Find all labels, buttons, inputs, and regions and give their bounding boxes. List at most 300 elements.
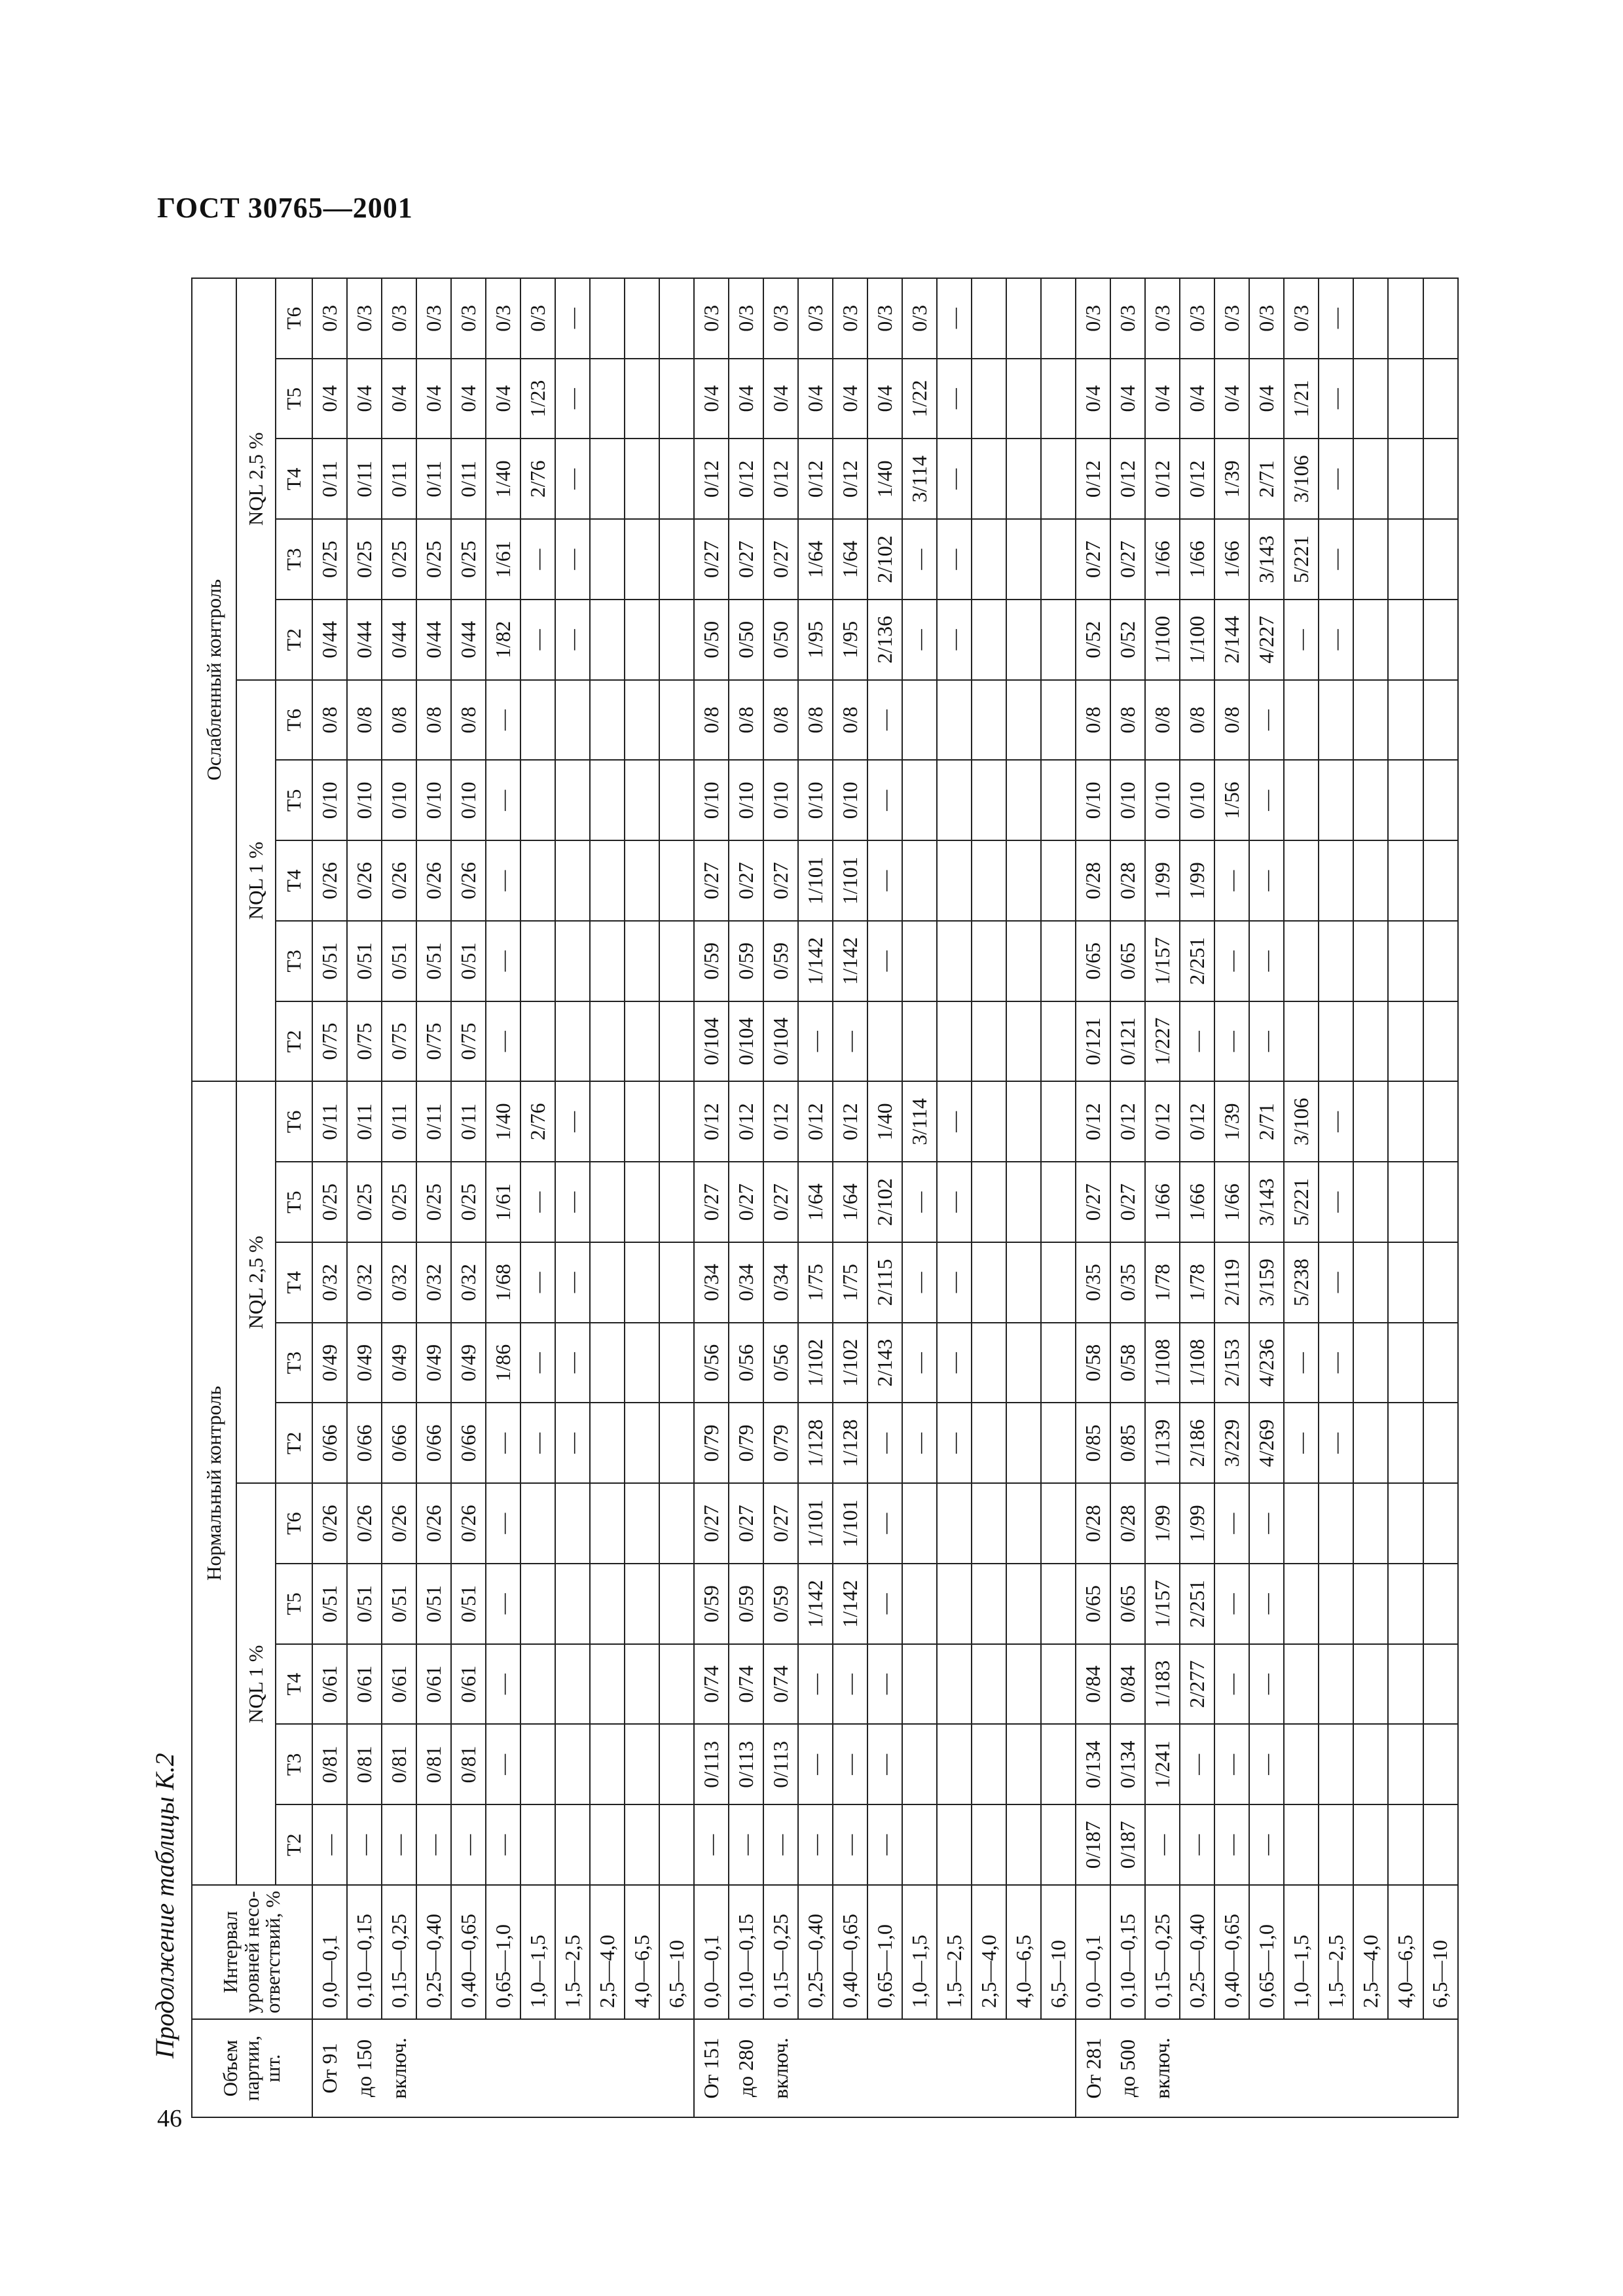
header-plan-Т3: Т3 bbox=[276, 519, 312, 600]
plan-value-cell: 0/51 bbox=[347, 1564, 382, 1644]
interval-cell: 4,0—6,5 bbox=[1006, 1885, 1041, 2019]
table-row bbox=[659, 278, 694, 2117]
plan-value-cell bbox=[937, 1725, 972, 1805]
plan-value-cell: — bbox=[902, 1403, 937, 1484]
document-title: ГОСТ 30765—2001 bbox=[157, 192, 413, 224]
header-plan-Т5: Т5 bbox=[276, 359, 312, 439]
plan-value-cell: 1/157 bbox=[1145, 921, 1180, 1001]
plan-value-cell: 0/65 bbox=[1076, 921, 1110, 1001]
plan-value-cell bbox=[1353, 600, 1388, 680]
plan-value-cell: — bbox=[867, 1725, 902, 1805]
plan-value-cell: — bbox=[833, 1725, 867, 1805]
plan-value-cell: 0/25 bbox=[312, 519, 347, 600]
plan-value-cell: 0/25 bbox=[416, 519, 451, 600]
plan-value-cell bbox=[902, 680, 937, 761]
plan-value-cell: 0/10 bbox=[382, 760, 416, 840]
plan-value-cell bbox=[555, 1804, 590, 1885]
header-nql-2-5: NQL 2,5 % bbox=[236, 278, 276, 680]
plan-value-cell: 1/61 bbox=[486, 519, 520, 600]
plan-value-cell bbox=[1423, 1644, 1459, 1725]
plan-value-cell bbox=[1353, 1564, 1388, 1644]
plan-value-cell: 2/102 bbox=[867, 1162, 902, 1242]
plan-value-cell: 1/101 bbox=[833, 840, 867, 921]
plan-value-cell: 1/101 bbox=[798, 1483, 833, 1564]
plan-value-cell: 1/99 bbox=[1145, 840, 1180, 921]
plan-value-cell bbox=[520, 1001, 555, 1082]
interval-cell: 0,65—1,0 bbox=[486, 1885, 520, 2019]
plan-value-cell: 2/251 bbox=[1180, 921, 1214, 1001]
table-row bbox=[937, 278, 972, 2117]
plan-value-cell: 2/136 bbox=[867, 600, 902, 680]
plan-value-cell bbox=[1006, 439, 1041, 519]
plan-value-cell: 0/3 bbox=[833, 278, 867, 359]
plan-value-cell: 2/71 bbox=[1249, 439, 1284, 519]
plan-value-cell: 0/4 bbox=[729, 359, 763, 439]
plan-value-cell: 0/27 bbox=[694, 519, 729, 600]
plan-value-cell: 0/56 bbox=[763, 1323, 798, 1403]
plan-value-cell: 0/51 bbox=[312, 1564, 347, 1644]
plan-value-cell: — bbox=[1214, 1804, 1249, 1885]
plan-value-cell: 0/11 bbox=[347, 439, 382, 519]
plan-value-cell: — bbox=[1319, 1323, 1353, 1403]
plan-value-cell bbox=[659, 1644, 694, 1725]
plan-value-cell: 0/26 bbox=[416, 840, 451, 921]
plan-value-cell: 1/66 bbox=[1214, 519, 1249, 600]
plan-value-cell: 0/11 bbox=[312, 1081, 347, 1162]
plan-value-cell bbox=[520, 1725, 555, 1805]
table-row bbox=[1214, 278, 1249, 2117]
plan-value-cell: 0/49 bbox=[451, 1323, 486, 1403]
plan-value-cell: 0/28 bbox=[1110, 840, 1145, 921]
plan-value-cell: — bbox=[1319, 1081, 1353, 1162]
plan-value-cell: 0/10 bbox=[1076, 760, 1110, 840]
plan-value-cell bbox=[1006, 1403, 1041, 1484]
plan-value-cell: 0/10 bbox=[1180, 760, 1214, 840]
plan-value-cell: — bbox=[798, 1725, 833, 1805]
plan-value-cell bbox=[1284, 680, 1319, 761]
plan-value-cell bbox=[625, 519, 659, 600]
plan-value-cell: — bbox=[867, 921, 902, 1001]
plan-value-cell: 0/12 bbox=[1180, 1081, 1214, 1162]
interval-cell: 0,25—0,40 bbox=[416, 1885, 451, 2019]
plan-value-cell: 3/143 bbox=[1249, 1162, 1284, 1242]
plan-value-cell bbox=[972, 1483, 1006, 1564]
plan-value-cell: 3/159 bbox=[1249, 1242, 1284, 1323]
plan-value-cell: — bbox=[798, 1644, 833, 1725]
plan-value-cell: 0/59 bbox=[729, 921, 763, 1001]
plan-value-cell: 2/277 bbox=[1180, 1644, 1214, 1725]
plan-value-cell: — bbox=[1180, 1001, 1214, 1082]
plan-value-cell: 0/4 bbox=[451, 359, 486, 439]
plan-value-cell: — bbox=[833, 1001, 867, 1082]
plan-value-cell: 0/8 bbox=[1076, 680, 1110, 761]
plan-value-cell bbox=[902, 1483, 937, 1564]
lot-size-cell bbox=[1284, 2019, 1319, 2117]
interval-cell: 6,5—10 bbox=[1041, 1885, 1076, 2019]
plan-value-cell bbox=[590, 680, 625, 761]
plan-value-cell: — bbox=[798, 1001, 833, 1082]
interval-cell: 1,5—2,5 bbox=[555, 1885, 590, 2019]
plan-value-cell bbox=[1041, 1644, 1076, 1725]
plan-value-cell: 0/26 bbox=[382, 840, 416, 921]
plan-value-cell: 0/11 bbox=[451, 439, 486, 519]
plan-value-cell bbox=[625, 1403, 659, 1484]
plan-value-cell: — bbox=[1284, 600, 1319, 680]
plan-value-cell bbox=[520, 1644, 555, 1725]
plan-value-cell bbox=[902, 1804, 937, 1885]
plan-value-cell: 0/11 bbox=[312, 439, 347, 519]
plan-value-cell: 0/44 bbox=[451, 600, 486, 680]
plan-value-cell bbox=[590, 1804, 625, 1885]
plan-value-cell: 0/113 bbox=[729, 1725, 763, 1805]
plan-value-cell bbox=[1041, 1001, 1076, 1082]
plan-value-cell: 0/27 bbox=[763, 1162, 798, 1242]
plan-value-cell: — bbox=[902, 600, 937, 680]
plan-value-cell: 0/3 bbox=[312, 278, 347, 359]
plan-value-cell: 0/50 bbox=[694, 600, 729, 680]
plan-value-cell: 0/75 bbox=[382, 1001, 416, 1082]
plan-value-cell: 0/49 bbox=[312, 1323, 347, 1403]
lot-size-cell bbox=[416, 2019, 451, 2117]
plan-value-cell: — bbox=[902, 1162, 937, 1242]
interval-cell: 0,65—1,0 bbox=[867, 1885, 902, 2019]
plan-value-cell bbox=[902, 760, 937, 840]
lot-size-cell bbox=[1423, 2019, 1459, 2117]
plan-value-cell: 1/66 bbox=[1180, 519, 1214, 600]
plan-value-cell bbox=[1423, 1242, 1459, 1323]
plan-value-cell: 0/58 bbox=[1110, 1323, 1145, 1403]
plan-value-cell: — bbox=[555, 1081, 590, 1162]
plan-value-cell: — bbox=[1214, 921, 1249, 1001]
plan-value-cell: 1/241 bbox=[1145, 1725, 1180, 1805]
plan-value-cell: 0/32 bbox=[312, 1242, 347, 1323]
plan-value-cell bbox=[1284, 1725, 1319, 1805]
plan-value-cell: 0/27 bbox=[694, 1162, 729, 1242]
plan-value-cell: 0/4 bbox=[694, 359, 729, 439]
plan-value-cell bbox=[1041, 1323, 1076, 1403]
lot-size-cell bbox=[1319, 2019, 1353, 2117]
sampling-plans-table bbox=[191, 278, 1459, 2118]
plan-value-cell bbox=[1353, 1001, 1388, 1082]
plan-value-cell bbox=[625, 1725, 659, 1805]
interval-cell: 0,0—0,1 bbox=[694, 1885, 729, 2019]
plan-value-cell: 1/86 bbox=[486, 1323, 520, 1403]
plan-value-cell: 0/8 bbox=[1180, 680, 1214, 761]
plan-value-cell: 5/221 bbox=[1284, 519, 1319, 600]
table-row bbox=[555, 278, 590, 2117]
plan-value-cell: 5/221 bbox=[1284, 1162, 1319, 1242]
lot-size-cell bbox=[486, 2019, 520, 2117]
plan-value-cell: — bbox=[833, 1804, 867, 1885]
header-nql-1: NQL 1 % bbox=[236, 1483, 276, 1885]
header-reduced-control: Ослабленный контроль bbox=[192, 278, 236, 1082]
lot-size-cell bbox=[451, 2019, 486, 2117]
plan-value-cell: 0/3 bbox=[1145, 278, 1180, 359]
plan-value-cell: 0/3 bbox=[486, 278, 520, 359]
plan-value-cell: 0/65 bbox=[1110, 921, 1145, 1001]
plan-value-cell: 0/4 bbox=[1214, 359, 1249, 439]
plan-value-cell: 0/10 bbox=[451, 760, 486, 840]
plan-value-cell bbox=[972, 680, 1006, 761]
plan-value-cell bbox=[1006, 1242, 1041, 1323]
plan-value-cell: — bbox=[937, 359, 972, 439]
plan-value-cell bbox=[1319, 1483, 1353, 1564]
plan-value-cell bbox=[1006, 1725, 1041, 1805]
plan-value-cell: 0/3 bbox=[1214, 278, 1249, 359]
plan-value-cell: 0/81 bbox=[382, 1725, 416, 1805]
plan-value-cell: 0/75 bbox=[451, 1001, 486, 1082]
plan-value-cell: 2/143 bbox=[867, 1323, 902, 1403]
plan-value-cell: 1/183 bbox=[1145, 1644, 1180, 1725]
plan-value-cell: 0/35 bbox=[1076, 1242, 1110, 1323]
plan-value-cell: — bbox=[937, 1242, 972, 1323]
plan-value-cell bbox=[1423, 840, 1459, 921]
lot-size-cell: включ. bbox=[763, 2019, 798, 2117]
plan-value-cell bbox=[1388, 519, 1423, 600]
plan-value-cell: 0/4 bbox=[1110, 359, 1145, 439]
plan-value-cell: 0/10 bbox=[763, 760, 798, 840]
plan-value-cell: 0/59 bbox=[763, 921, 798, 1001]
plan-value-cell bbox=[625, 439, 659, 519]
plan-value-cell: 0/134 bbox=[1110, 1725, 1145, 1805]
plan-value-cell: 0/84 bbox=[1110, 1644, 1145, 1725]
header-line: шт. bbox=[261, 2054, 285, 2083]
plan-value-cell: 0/79 bbox=[694, 1403, 729, 1484]
plan-value-cell bbox=[1041, 1725, 1076, 1805]
plan-value-cell bbox=[1388, 1725, 1423, 1805]
plan-value-cell: 0/74 bbox=[729, 1644, 763, 1725]
plan-value-cell: 1/157 bbox=[1145, 1564, 1180, 1644]
plan-value-cell bbox=[590, 1242, 625, 1323]
interval-cell: 0,40—0,65 bbox=[833, 1885, 867, 2019]
plan-value-cell: 0/25 bbox=[382, 1162, 416, 1242]
plan-value-cell: — bbox=[937, 1162, 972, 1242]
plan-value-cell: 0/8 bbox=[1110, 680, 1145, 761]
lot-size-cell bbox=[833, 2019, 867, 2117]
header-plan-Т5: Т5 bbox=[276, 1564, 312, 1644]
plan-value-cell bbox=[659, 1483, 694, 1564]
plan-value-cell: — bbox=[694, 1804, 729, 1885]
plan-value-cell: 1/22 bbox=[902, 359, 937, 439]
header-plan-Т4: Т4 bbox=[276, 1644, 312, 1725]
plan-value-cell: 0/81 bbox=[416, 1725, 451, 1805]
plan-value-cell: 3/143 bbox=[1249, 519, 1284, 600]
plan-value-cell: 0/121 bbox=[1110, 1001, 1145, 1082]
plan-value-cell: 4/227 bbox=[1249, 600, 1284, 680]
plan-value-cell: 0/27 bbox=[1076, 1162, 1110, 1242]
plan-value-cell: 1/128 bbox=[798, 1403, 833, 1484]
plan-value-cell: 0/12 bbox=[763, 1081, 798, 1162]
plan-value-cell bbox=[1423, 1162, 1459, 1242]
plan-value-cell bbox=[659, 1725, 694, 1805]
plan-value-cell bbox=[1006, 1162, 1041, 1242]
plan-value-cell: 1/75 bbox=[833, 1242, 867, 1323]
plan-value-cell: — bbox=[1214, 1564, 1249, 1644]
plan-value-cell bbox=[1041, 1403, 1076, 1484]
plan-value-cell bbox=[1388, 1242, 1423, 1323]
plan-value-cell bbox=[1353, 1644, 1388, 1725]
plan-value-cell: — bbox=[555, 519, 590, 600]
plan-value-cell bbox=[625, 278, 659, 359]
header-plan-Т3: Т3 bbox=[276, 921, 312, 1001]
plan-value-cell: — bbox=[867, 1483, 902, 1564]
plan-value-cell: 0/10 bbox=[798, 760, 833, 840]
plan-value-cell: 0/81 bbox=[347, 1725, 382, 1805]
plan-value-cell bbox=[1423, 600, 1459, 680]
plan-value-cell: 0/4 bbox=[833, 359, 867, 439]
header-plan-Т4: Т4 bbox=[276, 1242, 312, 1323]
plan-value-cell: 0/8 bbox=[416, 680, 451, 761]
plan-value-cell: — bbox=[937, 1323, 972, 1403]
plan-value-cell bbox=[659, 1081, 694, 1162]
plan-value-cell bbox=[1041, 1483, 1076, 1564]
plan-value-cell: 1/142 bbox=[833, 1564, 867, 1644]
plan-value-cell bbox=[1423, 1403, 1459, 1484]
plan-value-cell bbox=[937, 1564, 972, 1644]
plan-value-cell: 2/119 bbox=[1214, 1242, 1249, 1323]
plan-value-cell: 0/4 bbox=[763, 359, 798, 439]
plan-value-cell: 4/269 bbox=[1249, 1403, 1284, 1484]
plan-value-cell: 0/8 bbox=[382, 680, 416, 761]
plan-value-cell: 2/115 bbox=[867, 1242, 902, 1323]
plan-value-cell bbox=[1284, 1804, 1319, 1885]
plan-value-cell: 0/66 bbox=[312, 1403, 347, 1484]
plan-value-cell: 0/104 bbox=[694, 1001, 729, 1082]
plan-value-cell: 0/10 bbox=[833, 760, 867, 840]
plan-value-cell bbox=[625, 1323, 659, 1403]
plan-value-cell bbox=[590, 1483, 625, 1564]
plan-value-cell bbox=[1353, 1081, 1388, 1162]
plan-value-cell bbox=[937, 1804, 972, 1885]
plan-value-cell: — bbox=[1249, 1001, 1284, 1082]
plan-value-cell bbox=[1423, 1483, 1459, 1564]
plan-value-cell: 0/50 bbox=[763, 600, 798, 680]
plan-value-cell bbox=[1006, 1001, 1041, 1082]
plan-value-cell: — bbox=[486, 680, 520, 761]
plan-value-cell: 0/12 bbox=[763, 439, 798, 519]
plan-value-cell: 1/40 bbox=[486, 1081, 520, 1162]
plan-value-cell: — bbox=[520, 1323, 555, 1403]
plan-value-cell: 0/11 bbox=[382, 439, 416, 519]
plan-value-cell: 0/26 bbox=[416, 1483, 451, 1564]
plan-value-cell: 0/12 bbox=[694, 439, 729, 519]
table-row bbox=[451, 278, 486, 2117]
plan-value-cell bbox=[937, 760, 972, 840]
plan-value-cell: 0/113 bbox=[694, 1725, 729, 1805]
plan-value-cell bbox=[1284, 1644, 1319, 1725]
lot-size-cell bbox=[972, 2019, 1006, 2117]
table-row bbox=[590, 278, 625, 2117]
plan-value-cell: — bbox=[1319, 519, 1353, 600]
header-plan-Т2: Т2 bbox=[276, 1403, 312, 1484]
plan-value-cell bbox=[1423, 359, 1459, 439]
plan-value-cell: 0/3 bbox=[1076, 278, 1110, 359]
plan-value-cell bbox=[1423, 680, 1459, 761]
lot-size-cell bbox=[1249, 2019, 1284, 2117]
plan-value-cell bbox=[1284, 1483, 1319, 1564]
plan-value-cell: 0/51 bbox=[451, 1564, 486, 1644]
header-plan-Т6: Т6 bbox=[276, 1081, 312, 1162]
plan-value-cell: 0/49 bbox=[416, 1323, 451, 1403]
plan-value-cell: — bbox=[798, 1804, 833, 1885]
plan-value-cell bbox=[590, 1644, 625, 1725]
header-nql-1: NQL 1 % bbox=[236, 680, 276, 1082]
plan-value-cell bbox=[972, 1804, 1006, 1885]
plan-value-cell: 0/61 bbox=[382, 1644, 416, 1725]
plan-value-cell bbox=[1284, 921, 1319, 1001]
plan-value-cell bbox=[625, 1564, 659, 1644]
plan-value-cell: 0/10 bbox=[312, 760, 347, 840]
plan-value-cell: 1/66 bbox=[1145, 1162, 1180, 1242]
lot-size-cell: От 91 bbox=[312, 2019, 347, 2117]
plan-value-cell: 0/66 bbox=[382, 1403, 416, 1484]
plan-value-cell: — bbox=[867, 840, 902, 921]
plan-value-cell bbox=[1388, 278, 1423, 359]
interval-cell: 0,25—0,40 bbox=[798, 1885, 833, 2019]
plan-value-cell: 1/40 bbox=[486, 439, 520, 519]
plan-value-cell: — bbox=[867, 1804, 902, 1885]
plan-value-cell: 0/25 bbox=[347, 1162, 382, 1242]
plan-value-cell: 0/25 bbox=[382, 519, 416, 600]
lot-size-cell bbox=[659, 2019, 694, 2117]
plan-value-cell: 0/27 bbox=[1110, 1162, 1145, 1242]
plan-value-cell: 0/66 bbox=[416, 1403, 451, 1484]
plan-value-cell: 0/28 bbox=[1076, 1483, 1110, 1564]
plan-value-cell bbox=[1041, 359, 1076, 439]
plan-value-cell bbox=[1353, 1725, 1388, 1805]
plan-value-cell bbox=[1423, 1323, 1459, 1403]
plan-value-cell bbox=[972, 840, 1006, 921]
plan-value-cell: — bbox=[312, 1804, 347, 1885]
plan-value-cell: — bbox=[902, 1242, 937, 1323]
rotated-table-wrapper bbox=[191, 279, 1459, 2118]
table-row bbox=[1319, 278, 1353, 2117]
plan-value-cell bbox=[972, 439, 1006, 519]
plan-value-cell: 0/3 bbox=[1110, 278, 1145, 359]
plan-value-cell: 0/44 bbox=[416, 600, 451, 680]
table-row bbox=[1249, 278, 1284, 2117]
plan-value-cell bbox=[555, 1644, 590, 1725]
plan-value-cell: 0/51 bbox=[347, 921, 382, 1001]
plan-value-cell: 0/10 bbox=[347, 760, 382, 840]
plan-value-cell: 0/187 bbox=[1076, 1804, 1110, 1885]
plan-value-cell bbox=[867, 1001, 902, 1082]
plan-value-cell: 0/51 bbox=[416, 921, 451, 1001]
plan-value-cell bbox=[520, 1483, 555, 1564]
plan-value-cell: 0/3 bbox=[520, 278, 555, 359]
plan-value-cell: 0/85 bbox=[1110, 1403, 1145, 1484]
plan-value-cell: — bbox=[1249, 1644, 1284, 1725]
plan-value-cell bbox=[590, 1323, 625, 1403]
interval-cell: 0,25—0,40 bbox=[1180, 1885, 1214, 2019]
interval-cell: 0,15—0,25 bbox=[1145, 1885, 1180, 2019]
plan-value-cell: — bbox=[486, 1804, 520, 1885]
plan-value-cell bbox=[902, 921, 937, 1001]
plan-value-cell: 0/32 bbox=[416, 1242, 451, 1323]
plan-value-cell bbox=[1006, 680, 1041, 761]
plan-value-cell bbox=[972, 1001, 1006, 1082]
plan-value-cell: 0/8 bbox=[451, 680, 486, 761]
interval-cell: 0,10—0,15 bbox=[1110, 1885, 1145, 2019]
plan-value-cell: — bbox=[1319, 439, 1353, 519]
plan-value-cell: — bbox=[520, 519, 555, 600]
plan-value-cell: 0/81 bbox=[312, 1725, 347, 1805]
plan-value-cell: 1/66 bbox=[1180, 1162, 1214, 1242]
plan-value-cell: 0/27 bbox=[1076, 519, 1110, 600]
plan-value-cell: 0/3 bbox=[382, 278, 416, 359]
plan-value-cell: 0/49 bbox=[347, 1323, 382, 1403]
plan-value-cell: — bbox=[867, 680, 902, 761]
